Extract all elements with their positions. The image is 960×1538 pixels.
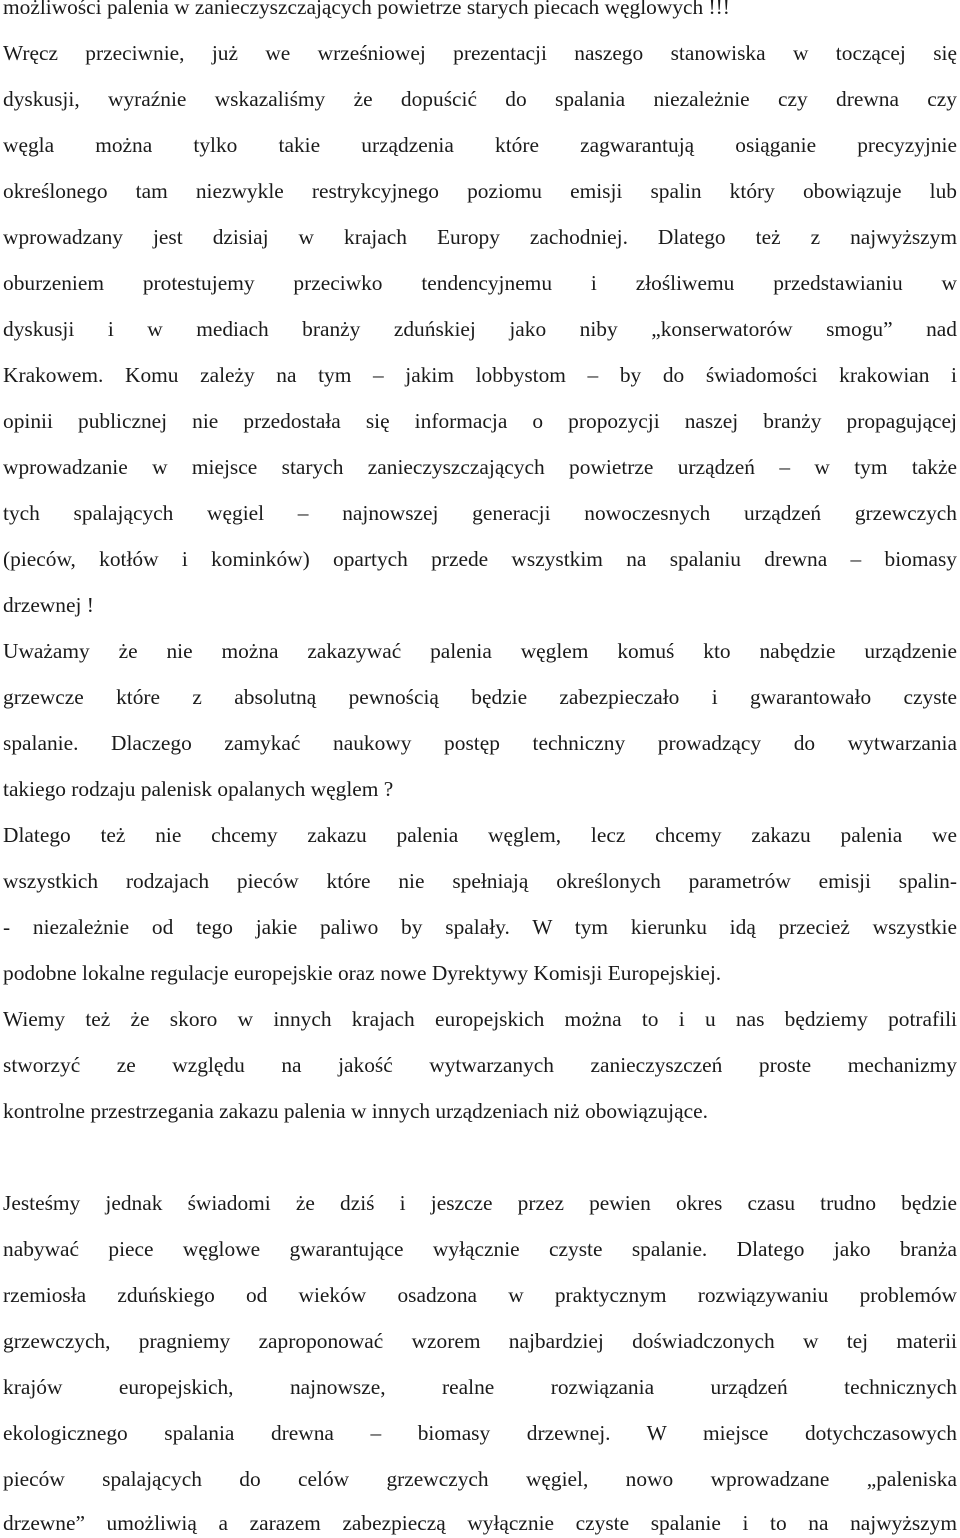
text-line: wszystkich rodzajach pieców które nie spełniają określonych parametrów emisji spalin-	[3, 869, 957, 893]
text-line: grzewcze które z absolutną pewnością będzie zabezpieczało i gwarantowało czyste	[3, 685, 957, 709]
text-line: oburzeniem protestujemy przeciwko tendencyjnemu i złośliwemu przedstawianiu w	[3, 271, 957, 295]
text-line: drzewne” umożliwią a zarazem zabezpieczą wyłącznie czyste spalanie i to na najwyższym	[3, 1511, 957, 1535]
text-line: krajów europejskich, najnowsze, realne rozwiązania urządzeń technicznych	[3, 1375, 957, 1399]
text-line: opinii publicznej nie przedostała się informacja o propozycji naszej branży propagującej	[3, 409, 957, 433]
text-line: ekologicznego spalania drewna – biomasy drzewnej. W miejsce dotychczasowych	[3, 1421, 957, 1445]
text-line: dyskusji, wyraźnie wskazaliśmy że dopuścić do spalania niezależnie czy drewna czy	[3, 87, 957, 111]
text-line: spalanie. Dlaczego zamykać naukowy postęp techniczny prowadzący do wytwarzania	[3, 731, 957, 755]
text-line: - niezależnie od tego jakie paliwo by spalały. W tym kierunku idą przecież wszystkie	[3, 915, 957, 939]
text-line: wprowadzany jest dzisiaj w krajach Europy zachodniej. Dlatego też z najwyższym	[3, 225, 957, 249]
text-line: wprowadzanie w miejsce starych zanieczyszczających powietrze urządzeń – w tym także	[3, 455, 957, 479]
text-line: węgla można tylko takie urządzenia które zagwarantują osiąganie precyzyjnie	[3, 133, 957, 157]
text-line: drzewnej !	[3, 593, 94, 617]
text-line: możliwości palenia w zanieczyszczających powietrze starych piecach węglowych !!!	[3, 0, 730, 19]
text-line: Uważamy że nie można zakazywać palenia węglem komuś kto nabędzie urządzenie	[3, 639, 957, 663]
text-line: (pieców, kotłów i kominków) opartych przede wszystkim na spalaniu drewna – biomasy	[3, 547, 957, 571]
text-line: Dlatego też nie chcemy zakazu palenia węglem, lecz chcemy zakazu palenia we	[3, 823, 957, 847]
text-line: Jesteśmy jednak świadomi że dziś i jeszcze przez pewien okres czasu trudno będzie	[3, 1191, 957, 1215]
text-line: dyskusji i w mediach branży zduńskiej jako niby „konserwatorów smogu” nad	[3, 317, 957, 341]
text-line: kontrolne przestrzegania zakazu palenia w innych urządzeniach niż obowiązujące.	[3, 1099, 708, 1123]
text-line: Wręcz przeciwnie, już we wrześniowej prezentacji naszego stanowiska w toczącej się	[3, 41, 957, 65]
text-line: pieców spalających do celów grzewczych węgiel, nowo wprowadzane „paleniska	[3, 1467, 957, 1491]
text-line: Krakowem. Komu zależy na tym – jakim lobbystom – by do świadomości krakowian i	[3, 363, 957, 387]
text-line: podobne lokalne regulacje europejskie oraz nowe Dyrektywy Komisji Europejskiej.	[3, 961, 722, 985]
text-line: grzewczych, pragniemy zaproponować wzorem najbardziej doświadczonych w tej materii	[3, 1329, 957, 1353]
text-line: tych spalających węgiel – najnowszej generacji nowoczesnych urządzeń grzewczych	[3, 501, 957, 525]
text-line: nabywać piece węglowe gwarantujące wyłącznie czyste spalanie. Dlatego jako branża	[3, 1237, 957, 1261]
text-line: określonego tam niezwykle restrykcyjnego poziomu emisji spalin który obowiązuje lub	[3, 179, 957, 203]
text-line: stworzyć ze względu na jakość wytwarzanych zanieczyszczeń proste mechanizmy	[3, 1053, 957, 1077]
text-line: rzemiosła zduńskiego od wieków osadzona w praktycznym rozwiązywaniu problemów	[3, 1283, 957, 1307]
text-line: takiego rodzaju palenisk opalanych węglem ?	[3, 777, 394, 801]
text-line: Wiemy też że skoro w innych krajach europejskich można to i u nas będziemy potrafili	[3, 1007, 957, 1031]
